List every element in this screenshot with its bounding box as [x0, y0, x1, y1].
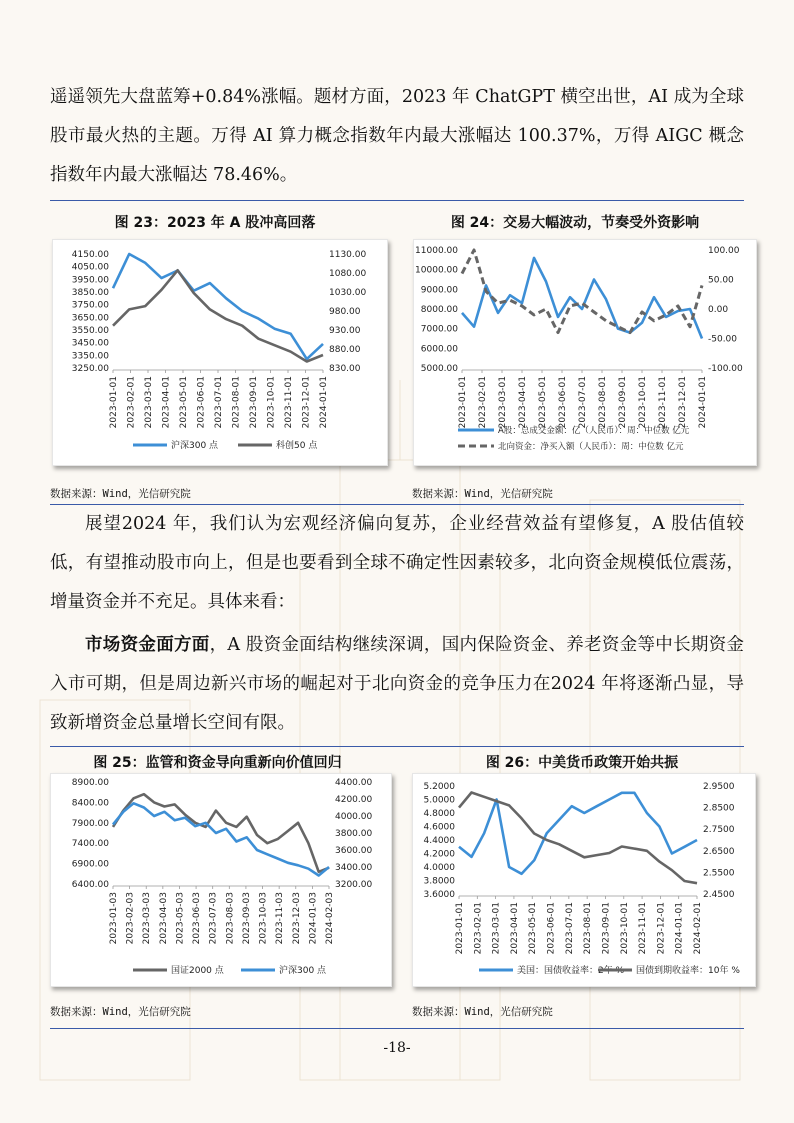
fig25-xtick: 2023-06-03 — [192, 892, 203, 945]
fig23-source: 数据来源：Wind，光信研究院 — [50, 488, 191, 500]
fig24-xtick: 2023-02-01 — [478, 376, 488, 429]
fig23-ytick-left: 3350.00 — [71, 351, 109, 362]
fig23-xtick: 2023-08-01 — [231, 376, 242, 429]
fig24-title: 图 24：交易大幅波动，节奏受外资影响 — [450, 215, 700, 231]
fig23-ytick-left: 3550.00 — [71, 326, 109, 336]
fig26-ytick-left: 4.2000 — [423, 849, 455, 860]
fig26-xtick: 2023-08-01 — [583, 902, 594, 955]
fig23-xtick: 2024-01-01 — [319, 376, 329, 429]
fig24-xtick: 2023-06-01 — [558, 376, 568, 429]
fig24-ytick-right: 100.00 — [708, 246, 740, 256]
fig24-ytick-left: 6000.00 — [420, 344, 458, 355]
fig23-xtick: 2023-11-01 — [284, 376, 294, 429]
fig23-xtick: 2023-12-01 — [301, 376, 312, 429]
divider-lower — [50, 746, 744, 747]
fig26-xtick: 2023-03-01 — [491, 902, 502, 955]
fig26-ytick-left: 3.8000 — [423, 876, 455, 887]
fig26-xtick: 2024-02-01 — [693, 902, 703, 955]
fig25-source: 数据来源：Wind，光信研究院 — [50, 1006, 191, 1018]
fig24-xtick: 2023-10-01 — [638, 376, 648, 429]
fig25-xtick: 2024-01-03 — [308, 892, 319, 945]
fig26-chart — [412, 773, 756, 987]
fig25-ytick-left: 8900.00 — [71, 778, 109, 788]
paragraph-funds-heading: 市场资金面方面 — [85, 635, 210, 655]
fig24-ytick-left: 11000.00 — [415, 246, 458, 256]
fig23-legend-label: 沪深300 点 — [171, 441, 219, 451]
fig25-xtick: 2023-04-03 — [158, 892, 169, 945]
fig24-ytick-left: 8000.00 — [420, 305, 458, 315]
fig26-xtick: 2023-09-01 — [601, 902, 612, 955]
fig23-chart — [52, 239, 388, 466]
fig25-xtick: 2023-07-03 — [208, 892, 219, 945]
fig23-plot — [53, 240, 387, 465]
fig26-plot — [413, 774, 755, 986]
fig26-source: 数据来源：Wind，光信研究院 — [412, 1006, 553, 1018]
fig23-ytick-left: 3450.00 — [71, 338, 109, 349]
fig26-legend-label: 美国：国债收益率：2年 % — [517, 966, 625, 976]
fig25-xtick: 2023-01-03 — [109, 892, 119, 945]
fig23-title: 图 23：2023 年 A 股冲高回落 — [114, 215, 316, 231]
fig24-xtick: 2023-11-01 — [658, 376, 668, 429]
fig24-xtick: 2023-12-01 — [678, 376, 688, 429]
fig24-xtick: 2023-04-01 — [518, 376, 528, 429]
fig26-ytick-left: 5.2000 — [423, 782, 455, 792]
fig26-xtick: 2023-01-01 — [455, 902, 465, 955]
fig26-xtick: 2023-12-01 — [656, 902, 667, 955]
fig23-xtick: 2023-09-01 — [249, 376, 259, 429]
fig26-ytick-right: 2.8500 — [703, 803, 735, 814]
fig26-ytick-right: 2.6500 — [703, 846, 735, 857]
fig24-ytick-left: 9000.00 — [420, 285, 458, 296]
fig24-ytick-right: 50.00 — [708, 275, 734, 286]
fig23-ytick-right: 930.00 — [329, 326, 361, 336]
fig25-ytick-left: 6900.00 — [71, 859, 109, 870]
fig24-xtick: 2024-01-01 — [698, 376, 708, 429]
fig24-xtick: 2023-05-01 — [538, 376, 548, 429]
fig25-plot — [51, 774, 391, 986]
divider-top — [50, 200, 744, 201]
fig25-series-1-line — [113, 794, 329, 872]
fig26-ytick-left: 4.4000 — [423, 836, 455, 846]
fig25-xtick: 2023-09-03 — [241, 892, 252, 945]
fig23-xtick: 2023-04-01 — [161, 376, 172, 429]
fig26-ytick-right: 2.5500 — [703, 868, 735, 879]
fig23-ytick-right: 980.00 — [329, 307, 361, 317]
fig23-ytick-left: 3250.00 — [71, 364, 109, 374]
fig25-ytick-right: 3400.00 — [335, 863, 373, 873]
fig26-xtick: 2023-04-01 — [509, 902, 520, 955]
fig25-xtick: 2023-08-03 — [225, 892, 236, 945]
fig24-xtick: 2023-08-01 — [598, 376, 608, 429]
fig25-ytick-right: 3800.00 — [335, 829, 373, 839]
fig25-ytick-right: 3600.00 — [335, 846, 373, 856]
fig24-legend-label: A股：总成交金额：亿（人民币）：周：中位数 亿元 — [498, 426, 690, 436]
fig23-ytick-left: 3650.00 — [71, 313, 109, 324]
divider-bottom — [50, 1028, 744, 1029]
fig25-xtick: 2023-11-03 — [275, 892, 286, 945]
fig24-ytick-right: 0.00 — [708, 305, 729, 315]
fig24-legend-label: 北向资金：净买入额（人民币）：周：中位数 亿元 — [498, 442, 684, 452]
fig24-plot — [414, 240, 756, 465]
fig23-ytick-right: 880.00 — [329, 345, 361, 355]
fig24-series-1-line — [462, 258, 702, 339]
fig25-ytick-right: 4400.00 — [335, 778, 373, 788]
fig23-xtick: 2023-01-01 — [109, 376, 119, 429]
fig23-ytick-left: 3950.00 — [71, 275, 109, 286]
fig26-ytick-left: 3.6000 — [423, 890, 455, 900]
fig26-xtick: 2023-05-01 — [528, 902, 539, 955]
fig23-series-2-line — [113, 270, 323, 361]
fig25-xtick: 2023-10-03 — [258, 892, 269, 945]
fig25-ytick-left: 6400.00 — [71, 880, 109, 890]
fig26-xtick: 2023-11-01 — [638, 902, 649, 955]
fig26-title: 图 26：中美货币政策开始共振 — [485, 755, 679, 771]
fig23-xtick: 2023-10-01 — [266, 376, 277, 429]
fig26-ytick-right: 2.7500 — [703, 825, 735, 836]
fig23-ytick-right: 1130.00 — [329, 250, 367, 260]
fig24-ytick-right: -100.00 — [708, 364, 743, 374]
fig26-ytick-left: 5.0000 — [423, 795, 455, 806]
fig24-series-2-line — [462, 250, 702, 333]
fig25-ytick-left: 8400.00 — [71, 798, 109, 809]
paragraph-ai-theme: 遥遥领先大盘蓝筹+0.84%涨幅。题材方面，2023 年 ChatGPT 横空出世，AI 成为全球股市最火热的主题。万得 AI 算力概念指数年内最大涨幅达 100.37%，万得 AIGC 概念指数年内最大涨幅达 78.46%。 — [50, 87, 744, 185]
fig26-xtick: 2023-06-01 — [546, 902, 557, 955]
fig24-chart — [413, 239, 757, 466]
fig26-ytick-left: 4.8000 — [423, 809, 455, 819]
fig26-ytick-right: 2.9500 — [703, 782, 735, 792]
fig25-xtick: 2023-02-03 — [125, 892, 136, 945]
fig23-xtick: 2023-07-01 — [214, 376, 224, 429]
fig25-ytick-right: 4200.00 — [335, 795, 373, 805]
fig23-legend-label: 科创50 点 — [276, 441, 318, 451]
fig26-ytick-left: 4.0000 — [423, 863, 455, 873]
fig23-xtick: 2023-03-01 — [144, 376, 154, 429]
fig25-series-2-line — [113, 803, 329, 875]
fig25-xtick: 2024-02-03 — [325, 892, 335, 945]
fig24-xtick: 2023-07-01 — [578, 376, 588, 429]
fig24-xtick: 2023-03-01 — [498, 376, 508, 429]
fig24-xtick: 2023-01-01 — [458, 376, 468, 429]
fig23-ytick-left: 4150.00 — [71, 250, 109, 260]
fig26-ytick-right: 2.4500 — [703, 890, 735, 900]
fig25-legend-label: 沪深300 点 — [279, 966, 327, 976]
fig24-ytick-right: -50.00 — [708, 334, 738, 345]
fig25-ytick-left: 7900.00 — [71, 818, 109, 829]
fig25-ytick-right: 4000.00 — [335, 812, 373, 822]
fig26-ytick-left: 4.6000 — [423, 822, 455, 833]
fig23-ytick-left: 4050.00 — [71, 262, 109, 273]
fig24-ytick-left: 5000.00 — [420, 364, 458, 374]
fig23-ytick-right: 1080.00 — [329, 269, 367, 279]
fig24-source: 数据来源：Wind，光信研究院 — [412, 488, 553, 500]
paragraph-funds-text: ，A 股资金面结构继续深调，国内保险资金、养老资金等中长期资金入市可期，但是周边新兴市场的崛起对于北向资金的竞争压力在2024 年将逐渐凸显，导致新增资金总量增长空间有限。 — [50, 635, 745, 733]
fig23-xtick: 2023-06-01 — [196, 376, 207, 429]
fig23-ytick-right: 1030.00 — [329, 288, 367, 298]
fig24-ytick-left: 7000.00 — [420, 324, 458, 335]
page-number: -18- — [383, 1040, 411, 1056]
fig26-xtick: 2023-07-01 — [564, 902, 575, 955]
fig24-ytick-left: 10000.00 — [415, 265, 458, 276]
fig25-title: 图 25：监管和资金导向重新向价值回归 — [93, 755, 342, 771]
fig25-xtick: 2023-03-03 — [142, 892, 153, 945]
fig25-legend-label: 国证2000 点 — [171, 966, 224, 976]
fig25-chart — [50, 773, 392, 987]
fig25-ytick-left: 7400.00 — [71, 839, 109, 850]
fig26-legend-label: 国债到期收益率：10年 % — [636, 966, 740, 976]
fig25-xtick: 2023-12-03 — [291, 892, 302, 945]
fig24-xtick: 2023-09-01 — [618, 376, 628, 429]
fig26-xtick: 2023-10-01 — [619, 902, 630, 955]
fig23-xtick: 2023-02-01 — [126, 376, 137, 429]
fig23-ytick-left: 3850.00 — [71, 288, 109, 298]
fig26-xtick: 2024-01-01 — [674, 902, 685, 955]
fig23-xtick: 2023-05-01 — [179, 376, 189, 429]
fig23-ytick-left: 3750.00 — [71, 300, 109, 311]
fig26-xtick: 2023-02-01 — [473, 902, 484, 955]
fig25-xtick: 2023-05-03 — [175, 892, 186, 945]
paragraph-outlook: 展望2024 年，我们认为宏观经济偏向复苏，企业经营效益有望修复，A 股估值较低，有望推动股市向上，但是也要看到全球不确定性因素较多，北向资金规模低位震荡，增量资金并不充足。具体来看： — [50, 514, 744, 612]
fig23-ytick-right: 830.00 — [329, 364, 361, 374]
paragraph-funds — [50, 626, 744, 743]
fig25-ytick-right: 3200.00 — [335, 880, 373, 890]
